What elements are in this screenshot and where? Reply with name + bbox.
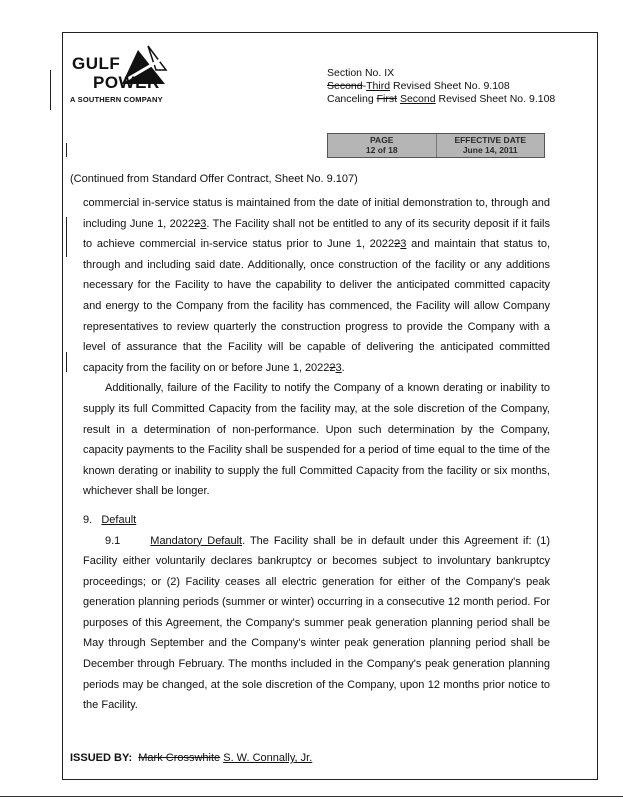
document-body [83,193,550,716]
paragraph-9-1 [83,531,550,716]
revision-bar [66,352,67,372]
para3-number: 9.1 [105,534,121,547]
effective-label: EFFECTIVE DATE [454,135,527,145]
continued-note: (Continued from Standard Offer Contract, Sheet No. 9.107) [70,173,358,185]
sheet-old: Second [327,80,363,92]
sheet-line: Second-Third Revised Sheet No. 9.108 [327,80,510,92]
section-number: Section No. IX [327,67,395,79]
issued-old-name: Mark Crosswhite [138,752,221,764]
para3-text: . The Facility shall be in default under this Agreement if: (1) Facility either voluntarily declares bankruptcy or becomes subject to involuntary bankruptcy proceedings; or (2) Facility ceases all electric generation for either of the Company's peak generation planning periods (summer or winter) occurring in a consecutive 12 month period. For purposes of this Agreement, the Company's summer peak generation planning period shall be May through September and the Company's winter peak generation planning period shall be December through February. The months included in the Company's peak generation planning periods may be changed, at the sole discretion of the Company, upon 12 months prior notice to the Facility. [83,534,550,712]
para1-insert-2: 3 [400,238,407,251]
logo-subtitle: A SOUTHERN COMPANY [70,95,163,104]
para1-text-1: commercial in-service status is maintained from the date of initial demonstration to, through and including June 1, 2022 [83,197,550,230]
para1-text-2: . The Facility shall not be entitled to any of its security deposit if it fails to achieve commercial in-service status prior to June 1, 2022 [83,217,550,251]
page-info-box [327,133,545,158]
section-9-title: Default [101,513,137,526]
logo-gulf: GULF [72,54,121,73]
sheet-header [327,67,555,106]
cancel-prefix: Canceling [327,93,377,105]
issued-by [70,752,312,764]
para1-strike-1: 2 [194,217,201,230]
revision-bar [50,70,51,110]
paragraph-2: Additionally, failure of the Facility to notify the Company of a known derating or inability to supply its full Committed Capacity from the facility may, at the sole discretion of the Company, result in a determination of non-performance. Upon such determination by the Company, capacity payments to the Facility shall be suspended for a period of time equal to the time of the known derating or inability to supply the full Committed Capacity from the facility or six months, whichever shall be longer. [83,382,550,498]
effective-cell [437,134,545,157]
effective-value: June 14, 2011 [462,145,518,155]
para1-text-4: . [341,361,345,374]
page-value: 12 of 18 [365,145,398,155]
paragraph-1 [83,193,550,378]
revision-bar [66,217,67,257]
issued-label: ISSUED BY: [70,752,133,764]
revision-bar [66,143,67,157]
issued-new-name: S. W. Connally, Jr. [223,752,313,764]
cancel-old: First [376,93,398,105]
cancel-new: Second [399,93,436,105]
section-9-number: 9. [83,513,93,526]
para1-strike-2: 2 [394,238,401,251]
para1-text-3: and maintain that status to, through and including said date. Additionally, once construction of the facility or any additions necessary for the Facility to have the capability to deliver the anticipated committed capacity and energy to the Company from the facility has commenced, the Facility will allow Company representatives to review quarterly the construction progress to provide the Company with a level of assurance that the Facility will be capable of delivering the anticipated committed capacity from the facility on or before June 1, 2022 [83,238,551,374]
page-label: PAGE [370,135,394,145]
logo-power: POWER [93,73,160,92]
cancel-line [327,93,555,106]
para1-insert-1: 3 [200,217,207,230]
sheet-new: Third [366,80,391,92]
para3-title: Mandatory Default [150,534,243,547]
para1-strike-3: 2 [329,361,336,374]
page-cell [328,134,437,157]
bottom-rule [0,796,623,797]
revision-bar [62,748,63,772]
section-9-heading [83,510,550,531]
para1-insert-3: 3 [335,361,342,374]
sheet-rest: Revised Sheet No. 9.108 [390,80,510,92]
cancel-rest: Revised Sheet No. 9.108 [435,93,556,105]
